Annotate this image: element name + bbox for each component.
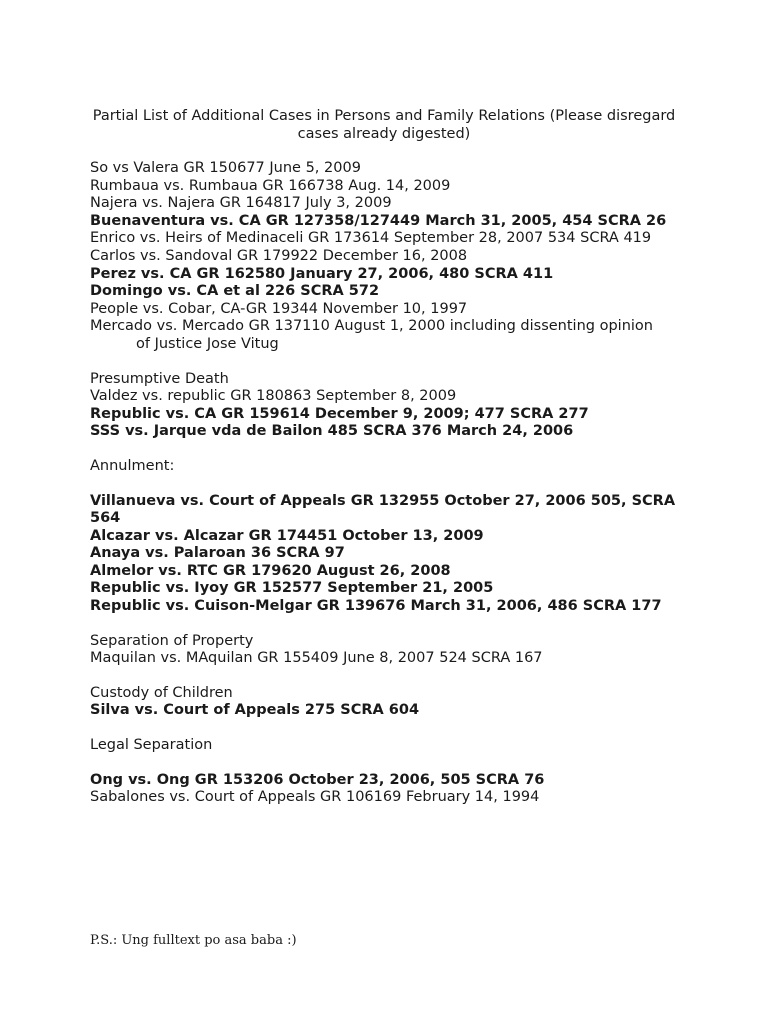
section-legal-separation	[90, 737, 690, 807]
case-entry: Domingo vs. CA et al 226 SCRA 572	[90, 283, 380, 300]
section-heading: Custody of Children	[90, 684, 233, 701]
case-entry-mercado-line1: Mercado vs. Mercado GR 137110 August 1, 2000 including dissenting opinion	[90, 318, 653, 335]
case-entry: Anaya vs. Palaroan 36 SCRA 97	[90, 545, 345, 562]
case-entry: SSS vs. Jarque vda de Bailon 485 SCRA 376 March 24, 2006	[90, 423, 574, 440]
case-entry: Silva vs. Court of Appeals 275 SCRA 604	[90, 702, 420, 719]
section-heading: Separation of Property	[90, 632, 254, 649]
section-custody-of-children	[90, 685, 690, 720]
case-entry: Najera vs. Najera GR 164817 July 3, 2009	[90, 195, 392, 212]
case-list	[90, 160, 690, 807]
section-annulment	[90, 458, 690, 616]
case-entry: People vs. Cobar, CA-GR 19344 November 10, 1997	[90, 300, 468, 317]
section-heading: Presumptive Death	[90, 370, 229, 387]
case-entry: Rumbaua vs. Rumbaua GR 166738 Aug. 14, 2009	[90, 177, 451, 194]
section-heading: Legal Separation	[90, 737, 213, 754]
case-entry-mercado	[90, 318, 690, 353]
document-title: Partial List of Additional Cases in Persons and Family Relations (Please disregard cases already digested)	[92, 108, 676, 142]
case-entry: Perez vs. CA GR 162580 January 27, 2006, 480 SCRA 411	[90, 265, 554, 282]
case-entry: Ong vs. Ong GR 153206 October 23, 2006, 505 SCRA 76	[90, 771, 545, 788]
case-entry: Maquilan vs. MAquilan GR 155409 June 8, 2007 524 SCRA 167	[90, 650, 543, 667]
case-entry: Republic vs. Iyoy GR 152577 September 21, 2005	[90, 580, 494, 597]
ps-note: P.S.: Ung fulltext po asa baba :)	[90, 933, 297, 948]
case-entry: Buenaventura vs. CA GR 127358/127449 March 31, 2005, 454 SCRA 26	[90, 212, 667, 229]
case-entry: Alcazar vs. Alcazar GR 174451 October 13, 2009	[90, 527, 484, 544]
case-entry: Republic vs. Cuison-Melgar GR 139676 March 31, 2006, 486 SCRA 177	[90, 598, 662, 615]
case-entry: Sabalones vs. Court of Appeals GR 106169 February 14, 1994	[90, 789, 540, 806]
case-entry: Republic vs. CA GR 159614 December 9, 2009; 477 SCRA 277	[90, 405, 589, 422]
section-heading: Annulment:	[90, 457, 175, 474]
section-separation-of-property	[90, 633, 690, 668]
section-presumptive-death	[90, 371, 690, 441]
case-entry: So vs Valera GR 150677 June 5, 2009	[90, 160, 361, 176]
case-entry: Enrico vs. Heirs of Medinaceli GR 173614 September 28, 2007 534 SCRA 419	[90, 230, 652, 247]
case-entry: Almelor vs. RTC GR 179620 August 26, 2008	[90, 562, 451, 579]
case-entry: Villanueva vs. Court of Appeals GR 132955 October 27, 2006 505, SCRA 564	[90, 492, 676, 527]
case-entry: Carlos vs. Sandoval GR 179922 December 16, 2008	[90, 247, 468, 264]
case-entry: Valdez vs. republic GR 180863 September 8, 2009	[90, 388, 457, 405]
case-entry-mercado-line2: of Justice Jose Vitug	[136, 335, 279, 352]
general-cases	[90, 160, 690, 354]
